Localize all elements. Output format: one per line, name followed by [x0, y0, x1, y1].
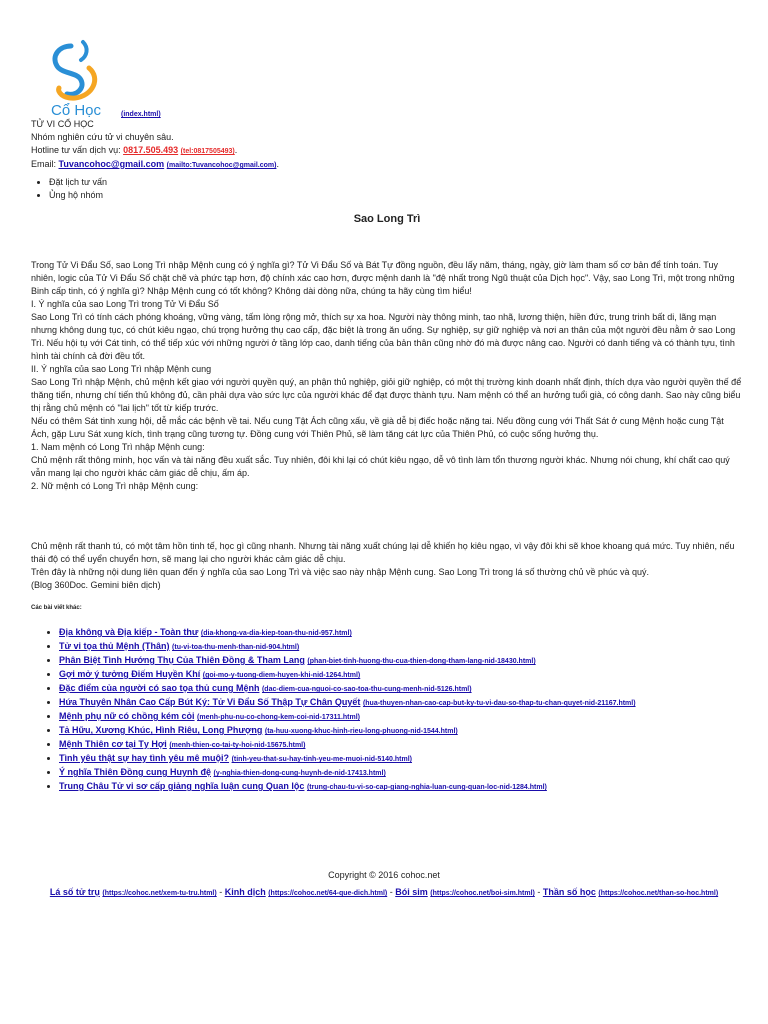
related-article-url[interactable]: (ta-huu-xuong-khuc-hinh-rieu-long-phuong-nid-1544.html) [264, 728, 458, 735]
article-body [31, 259, 743, 592]
article-conclusion: Trên đây là những nội dung liên quan đến ý nghĩa của sao Long Trì và việc sao này nhập Mệnh cung. Sao Long Trì trong lá số thường chủ về phúc và quý. [31, 567, 650, 577]
footer-link[interactable]: Kinh dịch [224, 887, 266, 897]
footer-link[interactable]: Thần số học [542, 887, 596, 897]
site-tagline: Nhóm nghiên cứu tử vi chuyên sâu. [31, 132, 174, 142]
related-article-link[interactable]: Mệnh phụ nữ có chồng kém cỏi [59, 711, 195, 721]
top-menu [31, 176, 743, 202]
related-article-url[interactable]: (menh-thien-co-tai-ty-hoi-nid-15675.html) [169, 742, 306, 749]
related-article-link[interactable]: Gợi mở ý tưởng Điếm Huyền Khí [59, 669, 201, 679]
article-paragraph: Nếu có thêm Sát tinh xung hội, dễ mắc các bệnh về tai. Nếu cung Tật Ách cũng xấu, về già dễ bị điếc hoặc nặng tai. Nếu đồng cung với Thất Sát ở cung Mệnh hoặc cung Tật Ách, gặp Lưu Sát xung kích, tình trạng cũng tương tự. Đồng cung với Thiên Phủ, sẽ làm tăng cát lực của Thiên Phủ, có cuộc sống hưởng thụ. [31, 416, 724, 439]
email-row: Email: Tuvancohoc@gmail.com (mailto:Tuvancohoc@gmail.com). [31, 159, 279, 169]
email-label: Email: [31, 159, 59, 169]
related-article-link[interactable]: Ý nghĩa Thiên Đồng cung Huynh đệ [59, 767, 211, 777]
section-heading-2: II. Ý nghĩa của sao Long Trì nhập Mệnh cung [31, 364, 212, 374]
article-paragraph: Chủ mệnh rất thông minh, học vấn và tài năng đều xuất sắc. Tuy nhiên, đôi khi lại có chút kiêu ngạo, dễ vô tình làm tổn thương người khác. Nhưng nói chung, khí chất cao quý vẫn mang lại cho người khác cảm giác dễ chịu, ấm áp. [31, 455, 730, 478]
related-article-link[interactable]: Phân Biệt Tình Hướng Thụ Của Thiên Đồng & Tham Lang [59, 655, 305, 665]
related-article-url[interactable]: (menh-phu-nu-co-chong-kem-coi-nid-17311.html) [197, 714, 360, 721]
related-article-link[interactable]: Đặc điểm của người có sao tọa thủ cung Mệnh [59, 683, 260, 693]
related-item [59, 766, 743, 780]
footer-link[interactable]: Bói sim [395, 887, 428, 897]
related-article-link[interactable]: Hứa Thuyên Nhân Cao Cấp Bút Ký: Tử Vi Đẩu Số Thập Tự Chân Quyết [59, 697, 361, 707]
email-link[interactable]: Tuvancohoc@gmail.com [58, 159, 165, 169]
hotline-number-link[interactable]: 0817.505.493 [123, 145, 179, 155]
header-info [31, 118, 743, 172]
subheading-female: 2. Nữ mệnh có Long Trì nhập Mệnh cung: [31, 481, 199, 491]
footer-link[interactable]: Lá số tử trụ [49, 887, 100, 897]
related-item [59, 654, 743, 668]
related-article-url[interactable]: (tinh-yeu-that-su-hay-tinh-yeu-me-muoi-nid-5140.html) [231, 756, 413, 763]
related-article-link[interactable]: Tả Hữu, Xương Khúc, Hình Riêu, Long Phượng [59, 725, 263, 735]
article-paragraph: Chủ mệnh rất thanh tú, có một tâm hồn tinh tế, học gì cũng nhanh. Nhưng tài năng xuất chúng lại dễ khiến họ kiêu ngạo, vì vậy đôi khi sẽ khoe khoang quá mức. Tuy nhiên, nếu thái độ có thể uyển chuyển hơn, sẽ mang lại cho người khác cảm giác dễ chịu. [31, 541, 735, 564]
subheading-male: 1. Nam mệnh có Long Trì nhập Mệnh cung: [31, 442, 205, 452]
article-intro: Trong Tử Vi Đẩu Số, sao Long Trì nhập Mệnh cung có ý nghĩa gì? Tử Vi Đẩu Số và Bát Tự đồng nguồn, đều lấy năm, tháng, ngày, giờ làm tham số cơ bản để tính toán. Tuy nhiên, logic của Tử Vi Đẩu Số chặt chẽ và phức tạp hơn, độ chính xác cao hơn, được mệnh danh là "đệ nhất trong Ngũ thuật của Dịch học". Vậy, sao Long Trì, một trong những Binh cấp tinh, có ý nghĩa gì? Nhập Mệnh cung có tốt không? Không dài dòng nữa, chúng ta hãy cùng tìm hiểu! [31, 260, 735, 296]
article-paragraph: Sao Long Trì nhập Mệnh, chủ mệnh kết giao với người quyền quý, an phận thủ nghiệp, giỏi giữ nghiệp, có một thị trường kinh doanh nhất định, thích dựa vào người quyền thế để thăng tiến, nhưng chí tiến thủ không đủ, cần phải dựa vào sức lực của người khác để đạt được thành tựu. Nam mệnh có thể an hưởng tuổi già, có công danh. Sao này cũng biểu thị rằng chủ mệnh có "lai lịch" tốt từ kiếp trước. [31, 377, 742, 413]
related-articles-list [31, 626, 743, 794]
footer-link-url[interactable]: (https://cohoc.net/boi-sim.html) [430, 890, 535, 897]
related-item [59, 738, 743, 752]
related-article-url[interactable]: (phan-biet-tinh-huong-thu-cua-thien-dong-tham-lang-nid-18430.html) [307, 658, 536, 665]
footer-separator: - [534, 887, 543, 897]
related-item [59, 696, 743, 710]
related-article-url[interactable]: (trung-chau-tu-vi-so-cap-giang-nghia-luan-cung-quan-loc-nid-1284.html) [306, 784, 547, 791]
related-item [59, 724, 743, 738]
logo-area [31, 36, 743, 118]
related-article-url[interactable]: (dia-khong-va-dia-kiep-toan-thu-nid-957.html) [200, 630, 352, 637]
page-content [31, 36, 743, 794]
related-item [59, 626, 743, 640]
copyright: Copyright © 2016 cohoc.net [328, 870, 440, 880]
footer-link-url[interactable]: (https://cohoc.net/than-so-hoc.html) [598, 890, 719, 897]
footer-separator: - [216, 887, 225, 897]
footer-link-url[interactable]: (https://cohoc.net/xem-tu-tru.html) [102, 890, 217, 897]
index-link[interactable]: (index.html) [121, 111, 161, 118]
related-heading: Các bài viết khác: [31, 605, 82, 611]
related-article-link[interactable]: Địa không và Địa kiếp - Toàn thư [59, 627, 199, 637]
article-paragraph: Sao Long Trì có tính cách phóng khoáng, vững vàng, tấm lòng rộng mở, thích sự xa hoa. Người này thông minh, tao nhã, lương thiện, hiền đức, trung trinh bất di, lãng mạn nhưng không dung tục, có chút kiêu ngạo, chú trọng hưởng thụ cao cấp, đặc biệt là trong ăn uống. Sự nghiệp, sự giữ nghiệp và nơi an thân của một người đều nằm ở sao Long Trì. Nếu hội tụ với Cát tinh, có thể tiếp xúc với những người ở tầng lớp cao, danh tiếng của bản thân cũng nhờ đó mà được nâng cao. Người có danh tiếng và có thành tựu, tình hình tài chính cả đời đều tốt. [31, 312, 736, 361]
site-heading: TỬ VI CỔ HỌC [31, 119, 94, 129]
page-title: Sao Long Trì [353, 213, 421, 225]
email-mailto-link[interactable]: (mailto:Tuvancohoc@gmail.com) [166, 162, 277, 169]
related-article-url[interactable]: (y-nghia-thien-dong-cung-huynh-de-nid-17413.html) [213, 770, 386, 777]
related-item [59, 752, 743, 766]
related-article-link[interactable]: Mệnh Thiên cơ tại Tỵ Hợi [59, 739, 167, 749]
related-item [59, 682, 743, 696]
related-article-url[interactable]: (dac-diem-cua-nguoi-co-sao-toa-thu-cung-menh-nid-5126.html) [261, 686, 472, 693]
related-article-url[interactable]: (hua-thuyen-nhan-cao-cap-but-ky-tu-vi-dau-so-thap-tu-chan-quyet-nid-21167.html) [362, 700, 636, 707]
related-article-link[interactable]: Tử vi tọa thủ Mệnh (Thân) [59, 641, 170, 651]
related-item [59, 640, 743, 654]
hotline-tel-link[interactable]: (tel:0817505493) [180, 148, 235, 155]
footer [0, 869, 768, 900]
brand-name: Cổ Học [51, 102, 102, 118]
hotline-row: Hotline tư vấn dịch vụ: 0817.505.493 (tel:0817505493). [31, 145, 238, 155]
menu-item-booking[interactable]: • Đặt lịch tư vấn [49, 176, 743, 189]
footer-separator: - [387, 887, 396, 897]
footer-links [0, 886, 768, 900]
cohoc-logo-icon[interactable] [31, 38, 121, 118]
blank-space [31, 493, 743, 540]
footer-link-url[interactable]: (https://cohoc.net/64-que-dich.html) [268, 890, 388, 897]
related-item [59, 780, 743, 794]
related-article-link[interactable]: Trung Châu Tử vi sơ cấp giảng nghĩa luận cung Quan lộc [59, 781, 305, 791]
related-article-link[interactable]: Tình yêu thật sự hay tình yêu mê muội? [59, 753, 230, 763]
article-source: (Blog 360Doc. Gemini biên dịch) [31, 580, 161, 590]
related-item [59, 710, 743, 724]
menu-item-support[interactable]: • Ủng hộ nhóm [49, 189, 743, 202]
related-article-url[interactable]: (goi-mo-y-tuong-diem-huyen-khi-nid-1264.html) [202, 672, 361, 679]
related-article-url[interactable]: (tu-vi-toa-thu-menh-than-nid-904.html) [172, 644, 300, 651]
related-item [59, 668, 743, 682]
hotline-label: Hotline tư vấn dịch vụ: [31, 145, 124, 155]
section-heading-1: I. Ý nghĩa của sao Long Trì trong Tử Vi Đẩu Số [31, 299, 219, 309]
